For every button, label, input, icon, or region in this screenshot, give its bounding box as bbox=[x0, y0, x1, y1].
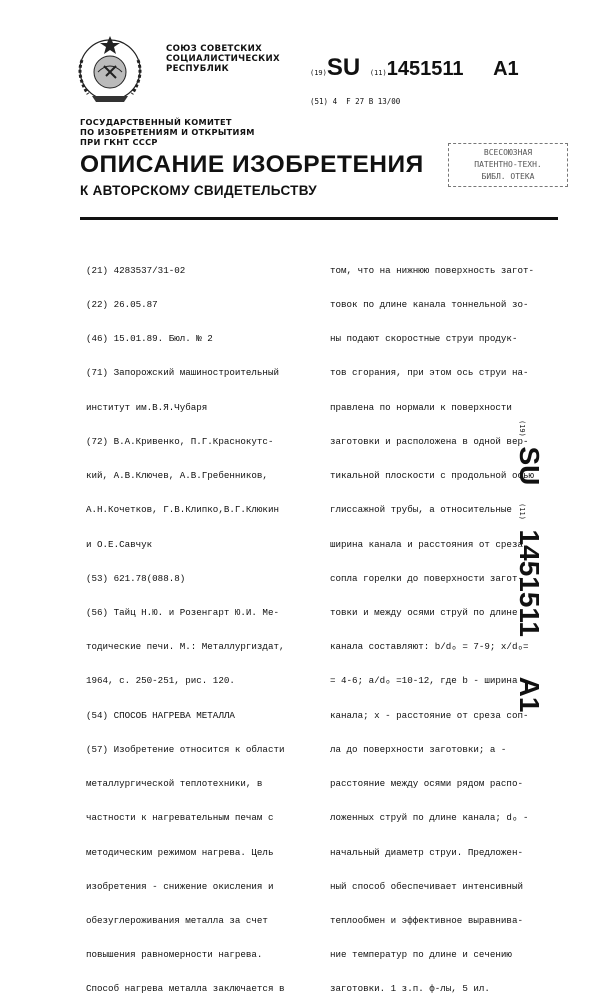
biblio-line: (21) 4283537/31-02 bbox=[86, 264, 186, 276]
abstract-line: ный способ обеспечивает интенсивный bbox=[330, 880, 523, 892]
abstract-line: ширина канала и расстояния от среза bbox=[330, 538, 523, 550]
abstract-line: глиссажной трубы, а относительные bbox=[330, 504, 512, 516]
biblio-line: тодические печи. М.: Металлургиздат, bbox=[86, 641, 285, 653]
ussr-emblem-icon bbox=[68, 30, 152, 106]
country-line: СОЦИАЛИСТИЧЕСКИХ bbox=[166, 54, 280, 64]
biblio-line: (54) СПОСОБ НАГРЕВА МЕТАЛЛА bbox=[86, 709, 235, 721]
side-tag-19: (19) bbox=[518, 420, 526, 437]
abstract-line: заготовки и расположена в одной вер- bbox=[330, 435, 529, 447]
library-stamp bbox=[448, 143, 568, 187]
biblio-line: частности к нагревательным печам с bbox=[86, 812, 274, 824]
tag-11: (11) bbox=[369, 69, 387, 77]
abstract-line: заготовки. 1 з.п. ф-лы, 5 ил. bbox=[330, 983, 490, 995]
patent-number: 1451511 bbox=[386, 58, 464, 80]
country-name bbox=[166, 44, 280, 74]
publication-number bbox=[310, 54, 519, 82]
abstract-line: товки и между осями струй по длине bbox=[330, 607, 518, 618]
country-line: СОЮЗ СОВЕТСКИХ bbox=[166, 44, 263, 54]
abstract-line: тикальной плоскости с продольной осью bbox=[330, 470, 534, 482]
biblio-line: обезуглероживания металла за счет bbox=[86, 914, 268, 926]
abstract-line: сопла горелки до поверхности загот- bbox=[330, 572, 523, 584]
committee-line: ГОСУДАРСТВЕННЫЙ КОМИТЕТ bbox=[80, 117, 232, 127]
country-line: РЕСПУБЛИК bbox=[166, 64, 229, 74]
biblio-line: (53) 621.78(088.8) bbox=[86, 572, 186, 584]
document-subtitle: К АВТОРСКОМУ СВИДЕТЕЛЬСТВУ bbox=[80, 183, 317, 198]
abstract-line: расстояние между осями рядом распо- bbox=[330, 778, 523, 790]
ipc-classification bbox=[310, 97, 400, 106]
side-kind-code: A1 bbox=[514, 676, 545, 713]
biblio-line: (72) В.А.Кривенко, П.Г.Краснокутс- bbox=[86, 435, 274, 447]
ipc-code: F 27 B 13/00 bbox=[346, 97, 401, 106]
committee-line: ПРИ ГКНТ СССР bbox=[80, 137, 158, 147]
biblio-line: А.Н.Кочетков, Г.В.Клипко,В.Г.Клюкин bbox=[86, 504, 279, 516]
stamp-line: ВСЕСОЮЗНАЯ bbox=[483, 148, 533, 157]
biblio-line: кий, А.В.Ключев, А.В.Гребенников, bbox=[86, 470, 268, 482]
biblio-line: методическим режимом нагрева. Цель bbox=[86, 846, 274, 858]
committee-line: ПО ИЗОБРЕТЕНИЯМ И ОТКРЫТИЯМ bbox=[80, 127, 255, 137]
biblio-line: 1964, с. 250-251, рис. 120. bbox=[86, 675, 235, 687]
biblio-line: (22) 26.05.87 bbox=[86, 299, 158, 311]
abstract-line: начальный диаметр струи. Предложен- bbox=[330, 846, 523, 858]
abstract-line: канала составляют: b/dₒ = 7-9; x/dₒ= bbox=[330, 641, 529, 653]
biblio-line: и О.Е.Савчук bbox=[86, 538, 153, 550]
biblio-line: (57) Изобретение относится к области bbox=[86, 743, 285, 755]
side-tag-11: (11) bbox=[518, 503, 526, 520]
abstract-line: теплообмен и эффективное выравнива- bbox=[330, 914, 523, 926]
biblio-line: Способ нагрева металла заключается в bbox=[86, 983, 285, 995]
biblio-line: металлургической теплотехники, в bbox=[86, 778, 263, 790]
country-code: SU bbox=[326, 54, 361, 81]
abstract-continuation bbox=[330, 242, 534, 1006]
document-title: ОПИСАНИЕ ИЗОБРЕТЕНИЯ bbox=[80, 151, 424, 178]
abstract-line: канала; x - расстояние от среза соп- bbox=[330, 709, 529, 721]
abstract-line: тов сгорания, при этом ось струи на- bbox=[330, 367, 529, 379]
biblio-line: повышения равномерности нагрева. bbox=[86, 949, 263, 961]
biblio-line: изобретения - снижение окисления и bbox=[86, 880, 274, 892]
biblio-line: (71) Запорожский машиностроительный bbox=[86, 367, 279, 379]
committee bbox=[80, 117, 255, 147]
abstract-line: том, что на нижнюю поверхность загот- bbox=[330, 264, 534, 276]
tag-19: (19) bbox=[310, 69, 327, 77]
header-rule bbox=[80, 217, 558, 220]
stamp-line: БИБЛ. ОТЕКА bbox=[481, 172, 535, 181]
abstract-line: ны подают скоростные струи продук- bbox=[330, 333, 518, 345]
side-country-code: SU bbox=[514, 446, 545, 486]
ipc-tag: (51) 4 bbox=[310, 97, 338, 106]
biblio-line: институт им.В.Я.Чубаря bbox=[86, 401, 208, 413]
side-patent-number: 1451511 bbox=[514, 529, 545, 638]
abstract-line: товок по длине канала тоннельной зо- bbox=[330, 299, 529, 311]
stamp-line: ПАТЕНТНО-ТЕХН. bbox=[474, 160, 542, 169]
abstract-line: правлена по нормали к поверхности bbox=[330, 401, 512, 413]
abstract-line: ние температур по длине и сечению bbox=[330, 949, 512, 961]
biblio-line: (46) 15.01.89. Бюл. № 2 bbox=[86, 333, 213, 345]
bibliographic-data bbox=[86, 242, 284, 1006]
kind-code: A1 bbox=[493, 58, 519, 80]
abstract-line: ложенных струй по длине канала; dₒ - bbox=[330, 812, 529, 824]
abstract-line: ла до поверхности заготовки; a - bbox=[330, 743, 507, 755]
abstract-line: = 4-6; a/dₒ =10-12, где b - ширина bbox=[330, 675, 518, 687]
biblio-line: (56) Тайц Н.Ю. и Розенгарт Ю.И. Ме- bbox=[86, 607, 279, 618]
